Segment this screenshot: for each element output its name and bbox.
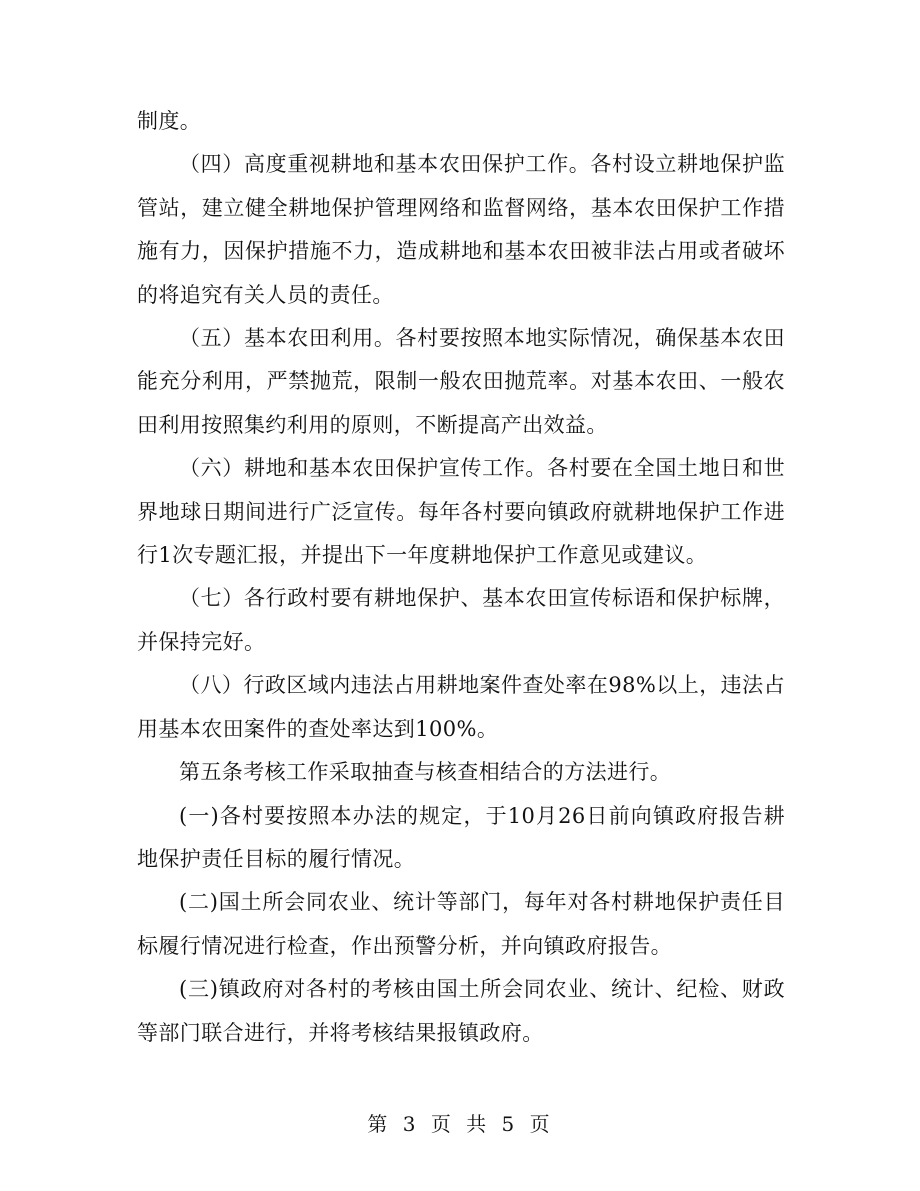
paragraph-sub-1: (一)各村要按照本办法的规定，于10月26日前向镇政府报告耕地保护责任目标的履行情况。 xyxy=(137,803,785,871)
paragraph-item-6: （六）耕地和基本农田保护宣传工作。各村要在全国土地日和世界地球日期间进行广泛宣传。每年各村要向镇政府就耕地保护工作进行1次专题汇报，并提出下一年度耕地保护工作意见或建议。 xyxy=(137,456,785,568)
paragraph-item-7: （七）各行政村要有耕地保护、基本农田宣传标语和保护标牌，并保持完好。 xyxy=(137,586,785,654)
paragraph-sub-3: (三)镇政府对各村的考核由国土所会同农业、统计、纪检、财政等部门联合进行，并将考核结果报镇政府。 xyxy=(137,977,785,1045)
article-5-heading: 第五条考核工作采取抽查与核查相结合的方法进行。 xyxy=(179,760,672,785)
paragraph-item-8: （八）行政区域内违法占用耕地案件查处率在98%以上，违法占用基本农田案件的查处率达到100%。 xyxy=(137,673,785,741)
paragraph-continuation: 制度。 xyxy=(137,109,202,133)
paragraph-item-4: （四）高度重视耕地和基本农田保护工作。各村设立耕地保护监管站，建立健全耕地保护管理网络和监督网络，基本农田保护工作措施有力，因保护措施不力，造成耕地和基本农田被非法占用或者破坏的将追究有关人员的责任。 xyxy=(137,152,785,307)
page-number-footer: 第 3 页 共 5 页 xyxy=(367,1112,553,1136)
paragraph-item-5: （五）基本农田利用。各村要按照本地实际情况，确保基本农田能充分利用，严禁抛荒，限制一般农田抛荒率。对基本农田、一般农田利用按照集约利用的原则，不断提高产出效益。 xyxy=(137,326,785,437)
document-body xyxy=(137,100,785,1055)
paragraph-sub-2: (二)国土所会同农业、统计等部门，每年对各村耕地保护责任目标履行情况进行检查，作出预警分析，并向镇政府报告。 xyxy=(137,890,785,958)
